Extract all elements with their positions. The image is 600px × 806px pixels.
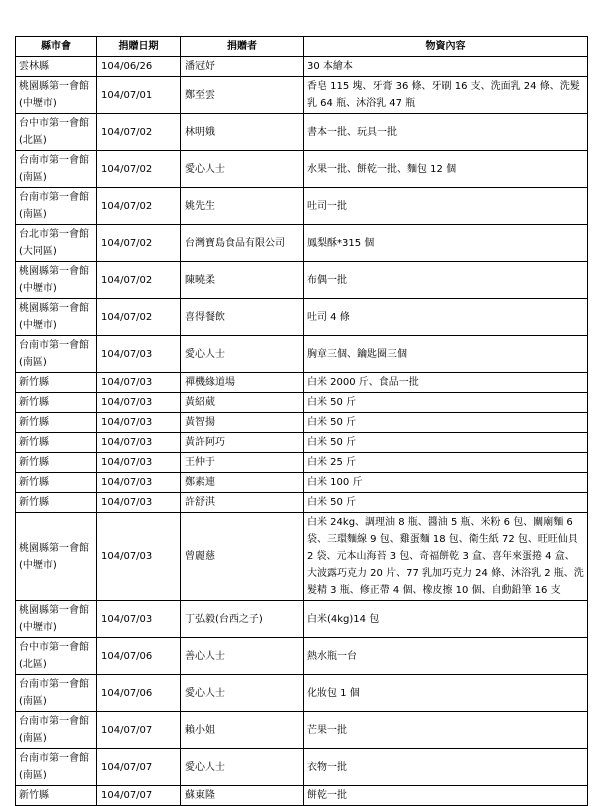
table-row xyxy=(16,225,588,262)
table-row xyxy=(16,188,588,225)
cell-county: 台南市第一會館 (南區) xyxy=(16,188,97,225)
table-row xyxy=(16,262,588,299)
cell-items: 布偶一批 xyxy=(304,262,588,299)
cell-items: 白米 50 斤 xyxy=(304,493,588,513)
cell-donor: 黃紹葳 xyxy=(181,393,304,413)
cell-items: 白米(4kg)14 包 xyxy=(304,601,588,638)
table-row xyxy=(16,675,588,712)
cell-items: 吐司一批 xyxy=(304,188,588,225)
cell-donor: 許舒淇 xyxy=(181,493,304,513)
cell-date: 104/07/03 xyxy=(97,433,181,453)
cell-county: 桃園縣第一會館 (中壢市) xyxy=(16,262,97,299)
table-row xyxy=(16,786,588,806)
cell-county: 新竹縣 xyxy=(16,453,97,473)
cell-donor: 喜得餐飲 xyxy=(181,299,304,336)
cell-date: 104/06/26 xyxy=(97,57,181,77)
table-row xyxy=(16,433,588,453)
table-row xyxy=(16,513,588,601)
cell-county: 台南市第一會館 (南區) xyxy=(16,712,97,749)
cell-date: 104/07/02 xyxy=(97,114,181,151)
cell-county: 桃園縣第一會館 (中壢市) xyxy=(16,77,97,114)
header-row xyxy=(16,37,588,57)
cell-items: 白米 25 斤 xyxy=(304,453,588,473)
cell-items: 書本一批、玩具一批 xyxy=(304,114,588,151)
cell-items: 白米 100 斤 xyxy=(304,473,588,493)
cell-date: 104/07/03 xyxy=(97,473,181,493)
cell-donor: 陳曉柔 xyxy=(181,262,304,299)
table-row xyxy=(16,114,588,151)
cell-items: 水果一批、餅乾一批、麵包 12 個 xyxy=(304,151,588,188)
cell-county: 桃園縣第一會館 (中壢市) xyxy=(16,299,97,336)
header-donor: 捐贈者 xyxy=(181,37,304,57)
cell-items: 白米 50 斤 xyxy=(304,433,588,453)
cell-date: 104/07/02 xyxy=(97,225,181,262)
cell-county: 新竹縣 xyxy=(16,473,97,493)
cell-donor: 愛心人士 xyxy=(181,151,304,188)
table-body xyxy=(16,57,588,806)
cell-county: 台中市第一會館 (北區) xyxy=(16,114,97,151)
cell-donor: 王仲于 xyxy=(181,453,304,473)
table-row xyxy=(16,151,588,188)
cell-donor: 禪機緣道場 xyxy=(181,373,304,393)
cell-donor: 賴小姐 xyxy=(181,712,304,749)
cell-date: 104/07/03 xyxy=(97,373,181,393)
cell-items: 熱水瓶一台 xyxy=(304,638,588,675)
cell-date: 104/07/03 xyxy=(97,336,181,373)
header-county: 縣市會 xyxy=(16,37,97,57)
cell-donor: 姚先生 xyxy=(181,188,304,225)
cell-items: 化妝包 1 個 xyxy=(304,675,588,712)
cell-donor: 愛心人士 xyxy=(181,749,304,786)
table-row xyxy=(16,373,588,393)
table-row xyxy=(16,712,588,749)
cell-items: 白米 50 斤 xyxy=(304,393,588,413)
cell-items: 衣物一批 xyxy=(304,749,588,786)
donation-table xyxy=(15,36,588,806)
cell-date: 104/07/02 xyxy=(97,188,181,225)
cell-items: 芒果一批 xyxy=(304,712,588,749)
cell-items: 白米 50 斤 xyxy=(304,413,588,433)
cell-county: 台北市第一會館 (大同區) xyxy=(16,225,97,262)
cell-items: 香皂 115 塊、牙膏 36 條、牙刷 16 支、洗面乳 24 條、洗髮乳 64 瓶、沐浴乳 47 瓶 xyxy=(304,77,588,114)
table-row xyxy=(16,453,588,473)
cell-date: 104/07/07 xyxy=(97,749,181,786)
table-row xyxy=(16,473,588,493)
cell-date: 104/07/01 xyxy=(97,77,181,114)
cell-donor: 善心人士 xyxy=(181,638,304,675)
cell-donor: 台灣寶島食品有限公司 xyxy=(181,225,304,262)
table-row xyxy=(16,336,588,373)
cell-date: 104/07/07 xyxy=(97,712,181,749)
cell-donor: 丁弘毅(台西之子) xyxy=(181,601,304,638)
cell-donor: 愛心人士 xyxy=(181,675,304,712)
cell-county: 台中市第一會館 (北區) xyxy=(16,638,97,675)
cell-county: 台南市第一會館 (南區) xyxy=(16,675,97,712)
cell-date: 104/07/03 xyxy=(97,601,181,638)
cell-date: 104/07/02 xyxy=(97,299,181,336)
cell-date: 104/07/07 xyxy=(97,786,181,806)
cell-items: 30 本繪本 xyxy=(304,57,588,77)
cell-items: 白米 24kg、調理油 8 瓶、醬油 5 瓶、米粉 6 包、關廟麵 6 袋、三環麵線 9 包、雞蛋麵 18 包、衛生紙 72 包、旺旺仙貝 2 袋、元本山海苔 3 包、奇福餅乾 3 盒、喜年來蛋捲 4 盒、大波露巧克力 20 片、77 乳加巧克力 24 條、沐浴乳 2 瓶、洗髮精 3 瓶、修正帶 4 個、橡皮擦 10 個、自動鉛筆 16 支 xyxy=(304,513,588,601)
table-row xyxy=(16,299,588,336)
table-row xyxy=(16,749,588,786)
table-header xyxy=(16,37,588,57)
cell-donor: 愛心人士 xyxy=(181,336,304,373)
cell-county: 台南市第一會館 (南區) xyxy=(16,749,97,786)
cell-items: 白米 2000 斤、食品一批 xyxy=(304,373,588,393)
table-row xyxy=(16,493,588,513)
cell-date: 104/07/02 xyxy=(97,151,181,188)
cell-county: 台南市第一會館 (南區) xyxy=(16,151,97,188)
cell-items: 吐司 4 條 xyxy=(304,299,588,336)
cell-county: 台南市第一會館 (南區) xyxy=(16,336,97,373)
cell-donor: 潘冠妤 xyxy=(181,57,304,77)
cell-date: 104/07/03 xyxy=(97,493,181,513)
cell-county: 新竹縣 xyxy=(16,433,97,453)
cell-date: 104/07/06 xyxy=(97,675,181,712)
cell-date: 104/07/02 xyxy=(97,262,181,299)
table-row xyxy=(16,601,588,638)
cell-date: 104/07/06 xyxy=(97,638,181,675)
cell-date: 104/07/03 xyxy=(97,393,181,413)
cell-date: 104/07/03 xyxy=(97,453,181,473)
cell-donor: 蘇東隆 xyxy=(181,786,304,806)
cell-county: 桃園縣第一會館 (中壢市) xyxy=(16,601,97,638)
cell-county: 新竹縣 xyxy=(16,373,97,393)
cell-county: 新竹縣 xyxy=(16,786,97,806)
table-row xyxy=(16,77,588,114)
cell-county: 雲林縣 xyxy=(16,57,97,77)
table-row xyxy=(16,57,588,77)
cell-donor: 鄭素連 xyxy=(181,473,304,493)
cell-county: 新竹縣 xyxy=(16,413,97,433)
table-row xyxy=(16,638,588,675)
cell-items: 餅乾一批 xyxy=(304,786,588,806)
cell-donor: 黃許阿巧 xyxy=(181,433,304,453)
table-row xyxy=(16,393,588,413)
cell-donor: 曾麗慈 xyxy=(181,513,304,601)
cell-donor: 林明娥 xyxy=(181,114,304,151)
cell-donor: 黃智揚 xyxy=(181,413,304,433)
cell-county: 桃園縣第一會館 (中壢市) xyxy=(16,513,97,601)
table-row xyxy=(16,413,588,433)
cell-date: 104/07/03 xyxy=(97,413,181,433)
cell-county: 新竹縣 xyxy=(16,493,97,513)
cell-county: 新竹縣 xyxy=(16,393,97,413)
document-page xyxy=(15,36,587,806)
header-items: 物資內容 xyxy=(304,37,588,57)
header-date: 捐贈日期 xyxy=(97,37,181,57)
cell-items: 胸章三個、鑰匙圈三個 xyxy=(304,336,588,373)
cell-donor: 鄭至雲 xyxy=(181,77,304,114)
cell-items: 鳳梨酥*315 個 xyxy=(304,225,588,262)
cell-date: 104/07/03 xyxy=(97,513,181,601)
